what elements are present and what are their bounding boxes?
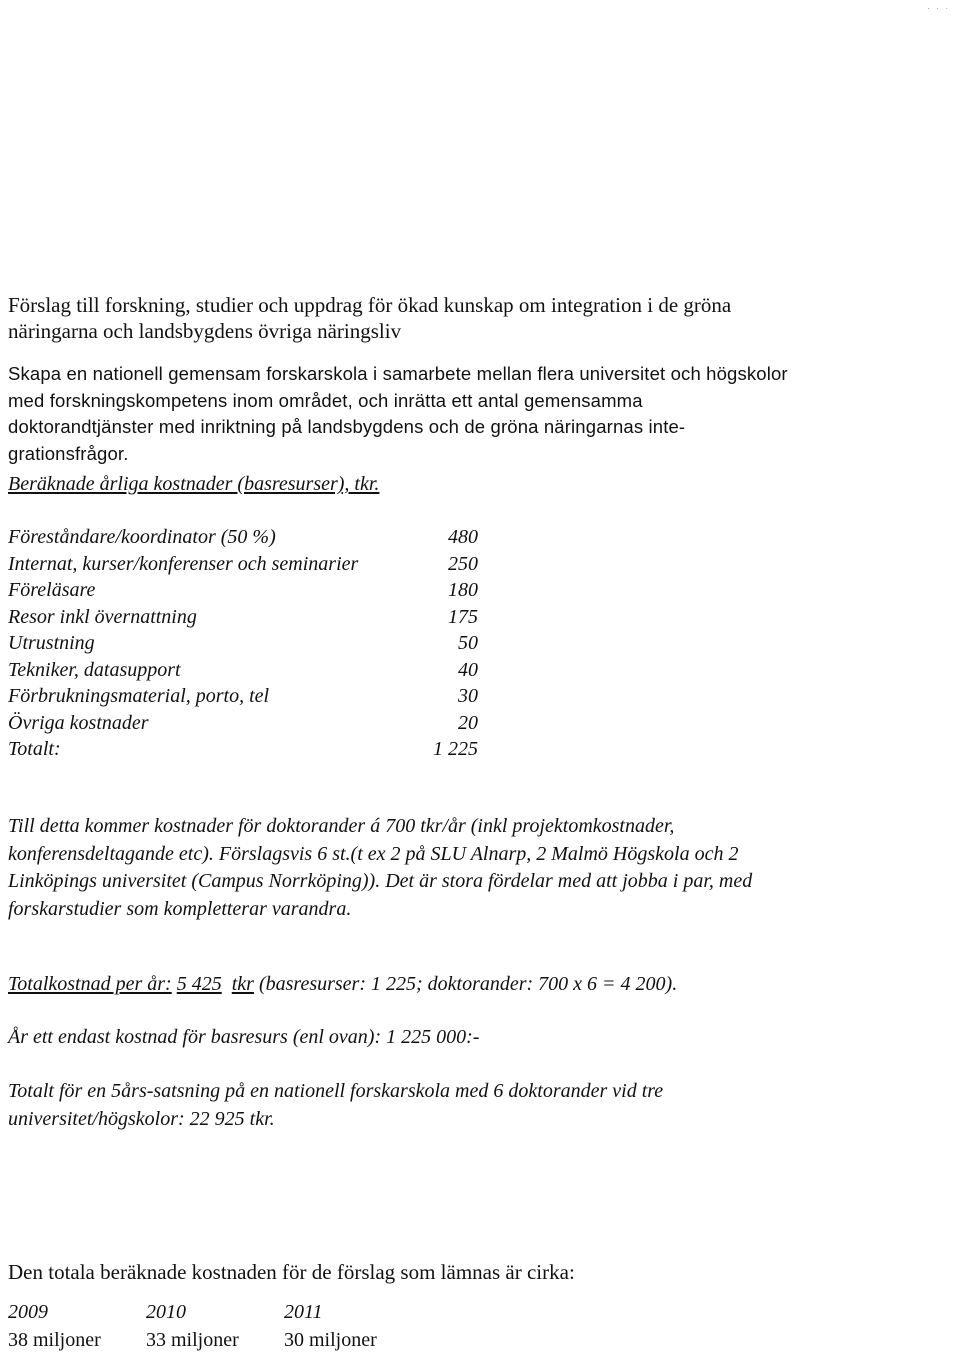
table-row xyxy=(8,683,478,710)
cost-amount: 50 xyxy=(458,632,478,654)
year-one-basic: År ett endast kostnad för basresurs (enl ovan): 1 225 000:- xyxy=(8,1026,480,1048)
summary-year: 2010 xyxy=(146,1301,186,1323)
cost-label: Internat, kurser/konferenser och seminarier xyxy=(8,552,359,575)
table-row xyxy=(8,551,478,578)
cost-label: Föreståndare/koordinator (50 %) xyxy=(8,526,276,548)
cost-label: Resor inkl övernattning xyxy=(8,605,197,628)
table-row xyxy=(8,710,478,737)
table-row-total xyxy=(8,736,478,763)
cost-amount: 40 xyxy=(458,658,478,681)
page-title-line-2: näringarna och landsbygdens övriga näringsliv xyxy=(8,319,402,343)
summary-amounts-row xyxy=(8,1326,377,1354)
intro-line-2: med forskningskompetens inom området, och inrätta ett antal gemensamma xyxy=(8,389,643,411)
cost-heading: Beräknade årliga kostnader (basresurser), tkr. xyxy=(8,473,380,495)
intro-line-4: grationsfrågor. xyxy=(8,442,129,464)
cost-amount: 30 xyxy=(458,685,478,707)
doctoral-line-1: Till detta kommer kostnader för doktorander á 700 tkr/år (inkl projektomkostnader, xyxy=(8,815,675,837)
summary-table xyxy=(8,1298,377,1354)
five-year-line-2: universitet/högskolor: 22 925 tkr. xyxy=(8,1107,275,1130)
cost-table xyxy=(8,524,478,763)
summary-amount: 38 miljoner xyxy=(8,1329,101,1351)
doctoral-line-4: forskarstudier som kompletterar varandra. xyxy=(8,897,352,920)
table-row xyxy=(8,604,478,631)
cost-total-label: Totalt: xyxy=(8,738,61,760)
total-per-year-detail: (basresurser: 1 225; doktorander: 700 x 6 = 4 200). xyxy=(258,973,678,995)
five-year-total xyxy=(8,1078,848,1133)
cost-label: Föreläsare xyxy=(8,579,96,601)
table-row xyxy=(8,657,478,684)
total-per-year xyxy=(8,971,848,999)
total-per-year-unit: tkr xyxy=(231,973,254,995)
intro-paragraph xyxy=(8,361,908,467)
cost-label: Övriga kostnader xyxy=(8,711,149,734)
cost-amount: 180 xyxy=(448,579,478,601)
intro-line-1: Skapa en nationell gemensam forskarskola i samarbete mellan flera universitet och högskolor xyxy=(8,363,788,384)
summary-year: 2011 xyxy=(284,1301,323,1323)
page-title xyxy=(8,292,928,344)
cost-label: Utrustning xyxy=(8,632,95,654)
summary-amount: 30 miljoner xyxy=(284,1329,377,1351)
cost-label: Förbrukningsmaterial, porto, tel xyxy=(8,685,270,707)
table-row xyxy=(8,630,478,657)
cost-amount: 480 xyxy=(448,526,478,548)
summary-year: 2009 xyxy=(8,1301,48,1323)
total-per-year-label: Totalkostnad per år: xyxy=(8,973,172,995)
summary-years-row xyxy=(8,1298,377,1326)
doctoral-paragraph xyxy=(8,813,848,923)
cost-total-amount: 1 225 xyxy=(433,738,478,760)
cost-label: Tekniker, datasupport xyxy=(8,658,181,681)
summary-heading: Den totala beräknade kostnaden för de förslag som lämnas är cirka: xyxy=(8,1260,575,1284)
table-row xyxy=(8,524,478,551)
doctoral-line-3: Linköpings universitet (Campus Norrköping)). Det är stora fördelar med att jobba i par, med xyxy=(8,870,753,892)
page-title-line-1: Förslag till forskning, studier och uppdrag för ökad kunskap om integration i de gröna xyxy=(8,293,732,317)
doctoral-line-2: konferensdeltagande etc). Förslagsvis 6 st.(t ex 2 på SLU Alnarp, 2 Malmö Högskola och 2 xyxy=(8,842,739,865)
summary-amount: 33 miljoner xyxy=(146,1329,239,1351)
table-row xyxy=(8,577,478,604)
intro-line-3: doktorandtjänster med inriktning på landsbygdens och de gröna näringarnas inte- xyxy=(8,416,686,437)
cost-amount: 250 xyxy=(448,552,478,575)
cost-amount: 175 xyxy=(448,605,478,628)
corner-mark: . . . xyxy=(927,2,950,11)
total-per-year-amount: 5 425 xyxy=(176,973,222,995)
five-year-line-1: Totalt för en 5års-satsning på en nationell forskarskola med 6 doktorander vid tre xyxy=(8,1080,664,1102)
cost-amount: 20 xyxy=(458,711,478,734)
